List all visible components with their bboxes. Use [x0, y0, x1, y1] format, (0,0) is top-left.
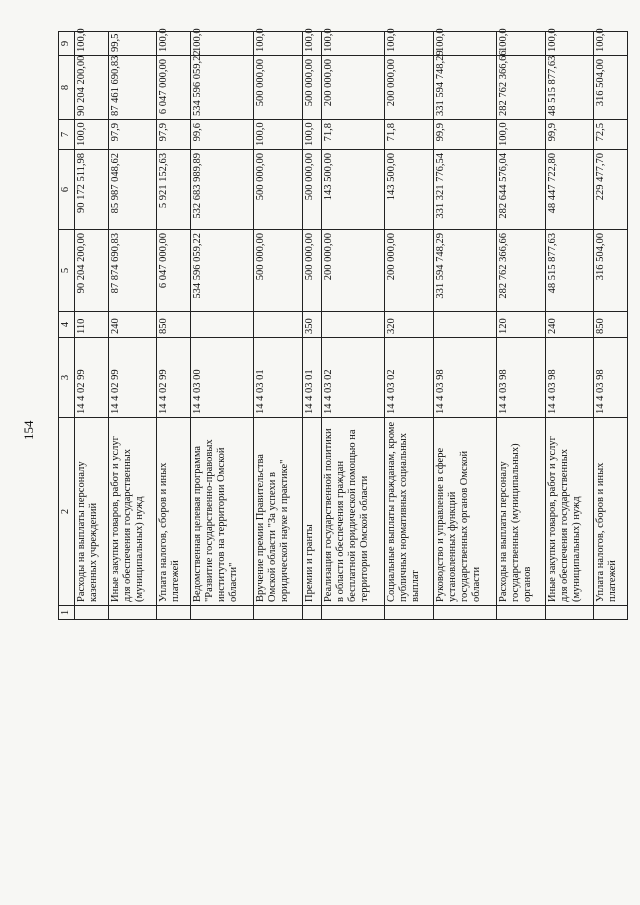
row-name: Иные закупки товаров, работ и услуг для обеспечения государственных (муниципальных) нужд: [545, 418, 594, 606]
row-col9: 100,0: [594, 32, 628, 56]
row-code: 14 4 03 01: [254, 338, 303, 418]
row-code: 14 4 02 99: [75, 338, 109, 418]
row-code: 14 4 03 01: [302, 338, 321, 418]
row-code: 14 4 02 99: [157, 338, 191, 418]
row-col6: 500 000,00: [254, 150, 303, 230]
row-col7: 72,5: [594, 120, 628, 150]
row-col6: 90 172 511,98: [75, 150, 109, 230]
row-col8: 500 000,00: [302, 56, 321, 120]
row-col7: 100,0: [302, 120, 321, 150]
table-row: [321, 32, 385, 620]
row-index-cell: [108, 606, 157, 620]
row-col7: 71,8: [321, 120, 385, 150]
row-code: 14 4 03 02: [321, 338, 385, 418]
row-expense-type: 120: [497, 312, 546, 338]
row-col6: 143 500,00: [385, 150, 434, 230]
table-row: [190, 32, 254, 620]
table-row: [594, 32, 628, 620]
row-code: 14 4 03 00: [190, 338, 254, 418]
row-col7: 100,0: [75, 120, 109, 150]
row-name: Вручение премии Правительства Омской области "За успехи в юридической науке и практике": [254, 418, 303, 606]
row-col9: 100,0: [497, 32, 546, 56]
row-code: 14 4 02 99: [108, 338, 157, 418]
row-col9: 100,0: [75, 32, 109, 56]
row-col8: 87 461 690,83: [108, 56, 157, 120]
row-col6: 532 683 989,89: [190, 150, 254, 230]
row-code: 14 4 03 02: [385, 338, 434, 418]
row-code: 14 4 03 98: [497, 338, 546, 418]
row-index-cell: [75, 606, 109, 620]
table-row: [433, 32, 497, 620]
column-header: 2: [59, 418, 75, 606]
row-name: Иные закупки товаров, работ и услуг для обеспечения государственных (муниципальных) нужд: [108, 418, 157, 606]
row-col8: 331 594 748,29: [433, 56, 497, 120]
row-col5: 6 047 000,00: [157, 230, 191, 312]
rotated-table-container: [58, 28, 628, 620]
table-row: [545, 32, 594, 620]
row-col8: 534 596 059,22: [190, 56, 254, 120]
row-expense-type: [190, 312, 254, 338]
row-col6: 229 477,70: [594, 150, 628, 230]
row-col6: 500 000,00: [302, 150, 321, 230]
table-row: [157, 32, 191, 620]
row-col5: 316 504,00: [594, 230, 628, 312]
row-index-cell: [302, 606, 321, 620]
row-code: 14 4 03 98: [433, 338, 497, 418]
row-index-cell: [545, 606, 594, 620]
row-expense-type: [321, 312, 385, 338]
row-col9: 100,0: [433, 32, 497, 56]
row-name: Расходы на выплаты персоналу государственных (муниципальных) органов: [497, 418, 546, 606]
row-col6: 143 500,00: [321, 150, 385, 230]
row-expense-type: 350: [302, 312, 321, 338]
row-expense-type: [254, 312, 303, 338]
table-row: [75, 32, 109, 620]
row-col6: 5 921 152,63: [157, 150, 191, 230]
column-header: 6: [59, 150, 75, 230]
row-expense-type: 240: [108, 312, 157, 338]
row-col8: 200 000,00: [385, 56, 434, 120]
row-name: Уплата налогов, сборов и иных платежей: [594, 418, 628, 606]
column-header: 9: [59, 32, 75, 56]
row-index-cell: [385, 606, 434, 620]
budget-table: [58, 28, 628, 620]
row-name: Реализация государственной политики в области обеспечения граждан бесплатной юридической помощью на территории Омской области: [321, 418, 385, 606]
row-col7: 100,0: [254, 120, 303, 150]
row-col5: 500 000,00: [302, 230, 321, 312]
row-name: Расходы на выплаты персоналу казенных учреждений: [75, 418, 109, 606]
row-col9: 100,0: [190, 32, 254, 56]
row-col8: 282 762 366,66: [497, 56, 546, 120]
row-col8: 500 000,00: [254, 56, 303, 120]
row-expense-type: 240: [545, 312, 594, 338]
page-number: 154: [21, 420, 36, 440]
row-col9: 99,5: [108, 32, 157, 56]
row-name: Премии и гранты: [302, 418, 321, 606]
row-index-cell: [497, 606, 546, 620]
row-col9: 100,0: [302, 32, 321, 56]
row-name: Уплата налогов, сборов и иных платежей: [157, 418, 191, 606]
row-col9: 100,0: [157, 32, 191, 56]
row-col9: 100,0: [321, 32, 385, 56]
column-header: 3: [59, 338, 75, 418]
row-col5: 200 000,00: [385, 230, 434, 312]
table-row: [108, 32, 157, 620]
row-col7: 99,9: [433, 120, 497, 150]
row-expense-type: [433, 312, 497, 338]
row-expense-type: 110: [75, 312, 109, 338]
column-header: 1: [59, 606, 75, 620]
row-index-cell: [594, 606, 628, 620]
row-col7: 100,0: [497, 120, 546, 150]
row-col5: 282 762 366,66: [497, 230, 546, 312]
row-index-cell: [157, 606, 191, 620]
row-name: Ведомственная целевая программа "Развитие государственно-правовых институтов на территории Омской области": [190, 418, 254, 606]
column-header: 8: [59, 56, 75, 120]
header-row: [59, 32, 75, 620]
row-col6: 85 987 048,62: [108, 150, 157, 230]
row-col9: 100,0: [385, 32, 434, 56]
row-col7: 97,9: [108, 120, 157, 150]
row-col8: 6 047 000,00: [157, 56, 191, 120]
row-col5: 500 000,00: [254, 230, 303, 312]
row-col5: 90 204 200,00: [75, 230, 109, 312]
row-index-cell: [433, 606, 497, 620]
row-expense-type: 320: [385, 312, 434, 338]
row-col7: 99,9: [545, 120, 594, 150]
row-col8: 48 515 877,63: [545, 56, 594, 120]
table-row: [385, 32, 434, 620]
row-index-cell: [321, 606, 385, 620]
row-expense-type: 850: [157, 312, 191, 338]
row-expense-type: 850: [594, 312, 628, 338]
row-code: 14 4 03 98: [545, 338, 594, 418]
row-index-cell: [254, 606, 303, 620]
column-header: 5: [59, 230, 75, 312]
row-col6: 282 644 576,04: [497, 150, 546, 230]
row-col7: 97,9: [157, 120, 191, 150]
row-col6: 331 321 776,54: [433, 150, 497, 230]
row-code: 14 4 03 98: [594, 338, 628, 418]
column-header: 4: [59, 312, 75, 338]
row-col5: 87 874 690,83: [108, 230, 157, 312]
row-col8: 200 000,00: [321, 56, 385, 120]
row-col8: 90 204 200,00: [75, 56, 109, 120]
row-col9: 100,0: [254, 32, 303, 56]
column-header: 7: [59, 120, 75, 150]
row-index-cell: [190, 606, 254, 620]
row-col7: 71,8: [385, 120, 434, 150]
table-row: [302, 32, 321, 620]
row-name: Социальные выплаты гражданам, кроме публичных нормативных социальных выплат: [385, 418, 434, 606]
row-name: Руководство и управление в сфере установленных функций государственных органов Омской области: [433, 418, 497, 606]
table-row: [497, 32, 546, 620]
row-col7: 99,6: [190, 120, 254, 150]
row-col5: 200 000,00: [321, 230, 385, 312]
row-col5: 534 596 059,22: [190, 230, 254, 312]
row-col9: 100,0: [545, 32, 594, 56]
row-col5: 331 594 748,29: [433, 230, 497, 312]
row-col5: 48 515 877,63: [545, 230, 594, 312]
row-col8: 316 504,00: [594, 56, 628, 120]
table-row: [254, 32, 303, 620]
row-col6: 48 447 722,80: [545, 150, 594, 230]
